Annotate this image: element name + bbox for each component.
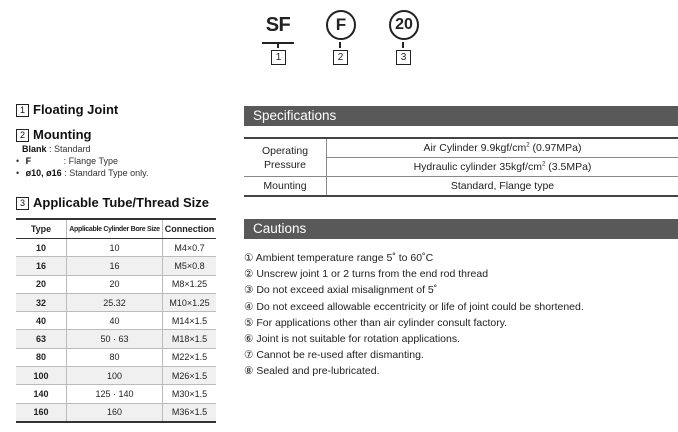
tube-heading	[16, 195, 209, 210]
table-row	[16, 330, 216, 348]
code-tick	[277, 42, 279, 48]
air-cylinder-pressure: Air Cylinder $9.9kgf/cm^2$ (0.97MPa)	[327, 138, 678, 158]
cautions-header: Cautions	[244, 219, 678, 239]
bore-cell: 100	[67, 367, 163, 385]
specifications-table	[244, 137, 678, 197]
mounting-value: Standard, Flange type	[327, 177, 678, 197]
model-code-size: 20	[389, 10, 419, 40]
type-cell: 100	[16, 367, 67, 385]
caution-item: ③ Do not exceed axial misalignment of 5˚	[244, 284, 438, 297]
connection-cell: M26×1.5	[163, 367, 216, 385]
type-cell: 16	[16, 257, 67, 275]
model-code-mounting: F	[326, 10, 356, 40]
caution-item: ⑦ Cannot be re-used after dismanting.	[244, 349, 424, 362]
position-1-box: 1	[271, 50, 286, 65]
mounting-f-value: : Flange Type	[63, 156, 119, 166]
mounting-note-key: ø10, ø16	[25, 168, 62, 178]
specifications-header: Specifications	[244, 106, 678, 126]
mounting-note-value: : Standard Type only.	[64, 168, 149, 178]
col-bore: Applicable Cylinder Bore Size	[67, 219, 163, 239]
bore-cell: 80	[67, 348, 163, 366]
section-number: 3	[16, 197, 29, 210]
col-type: Type	[16, 219, 67, 239]
bore-cell: 125 · 140	[67, 385, 163, 403]
mounting-f-line	[16, 156, 118, 166]
pressure-label: Pressure	[263, 158, 306, 171]
caution-item: ⑧ Sealed and pre-lubricated.	[244, 365, 380, 378]
connection-cell: M30×1.5	[163, 385, 216, 403]
caution-item: ② Unscrew joint 1 or 2 turns from the end rod thread	[244, 268, 489, 281]
bore-cell: 10	[67, 239, 163, 257]
connection-cell: M18×1.5	[163, 330, 216, 348]
bore-cell: 160	[67, 403, 163, 422]
connection-cell: M5×0.8	[163, 257, 216, 275]
section-number: 1	[16, 104, 29, 117]
code-tick	[402, 42, 404, 48]
connection-cell: M22×1.5	[163, 348, 216, 366]
bore-cell: 20	[67, 275, 163, 293]
type-cell: 80	[16, 348, 67, 366]
bore-cell: 16	[67, 257, 163, 275]
type-cell: 63	[16, 330, 67, 348]
type-cell: 10	[16, 239, 67, 257]
bore-cell: 50 · 63	[67, 330, 163, 348]
mounting-title: Mounting	[33, 127, 92, 142]
connection-cell: M14×1.5	[163, 312, 216, 330]
tube-title: Applicable Tube/Thread Size	[33, 195, 210, 210]
table-row	[16, 403, 216, 422]
table-row	[16, 385, 216, 403]
type-cell: 32	[16, 293, 67, 311]
type-cell: 40	[16, 312, 67, 330]
hydraulic-cylinder-pressure: Hydraulic cylinder $35kgf/cm^2$ (3.5MPa)	[327, 158, 678, 177]
section-number: 2	[16, 129, 29, 142]
cautions-list	[244, 250, 584, 380]
type-cell: 160	[16, 403, 67, 422]
model-code-series: SF	[265, 14, 291, 36]
table-header-row	[16, 219, 216, 239]
bullet: •	[16, 168, 20, 178]
table-row	[16, 257, 216, 275]
caution-item: ④ Do not exceed allowable eccentricity or life of joint could be shortened.	[244, 300, 584, 313]
connection-cell: M10×1.25	[163, 293, 216, 311]
mounting-heading	[16, 127, 91, 142]
position-2-box: 2	[333, 50, 348, 65]
type-cell: 20	[16, 275, 67, 293]
table-row	[16, 367, 216, 385]
tube-thread-table	[16, 218, 216, 423]
mounting-blank-line	[22, 144, 91, 154]
mounting-blank-value: : Standard	[49, 144, 91, 154]
mounting-blank-key: Blank	[22, 144, 47, 154]
mounting-f-key: F	[25, 156, 32, 166]
operating-pressure-label	[244, 138, 327, 177]
floating-joint-heading	[16, 102, 118, 117]
mounting-label: Mounting	[244, 177, 327, 197]
table-row	[16, 239, 216, 257]
spec-row	[244, 138, 678, 158]
table-row	[16, 312, 216, 330]
operating-label: Operating	[261, 144, 309, 157]
bore-cell: 40	[67, 312, 163, 330]
mounting-note-line	[16, 168, 148, 178]
col-connection: Connection	[163, 219, 216, 239]
caution-item: ⑤ For applications other than air cylinder consult factory.	[244, 316, 508, 329]
bullet: •	[16, 156, 20, 166]
table-row	[16, 348, 216, 366]
caution-item: ① Ambient temperature range 5˚ to 60˚C	[244, 252, 434, 264]
floating-joint-title: Floating Joint	[33, 102, 119, 117]
connection-cell: M4×0.7	[163, 239, 216, 257]
connection-cell: M8×1.25	[163, 275, 216, 293]
code-tick	[339, 42, 341, 48]
bore-cell: 25.32	[67, 293, 163, 311]
caution-item: ⑥ Joint is not suitable for rotation applications.	[244, 332, 461, 345]
table-row	[16, 275, 216, 293]
position-3-box: 3	[396, 50, 411, 65]
table-row	[16, 293, 216, 311]
type-cell: 140	[16, 385, 67, 403]
spec-row	[244, 177, 678, 197]
connection-cell: M36×1.5	[163, 403, 216, 422]
